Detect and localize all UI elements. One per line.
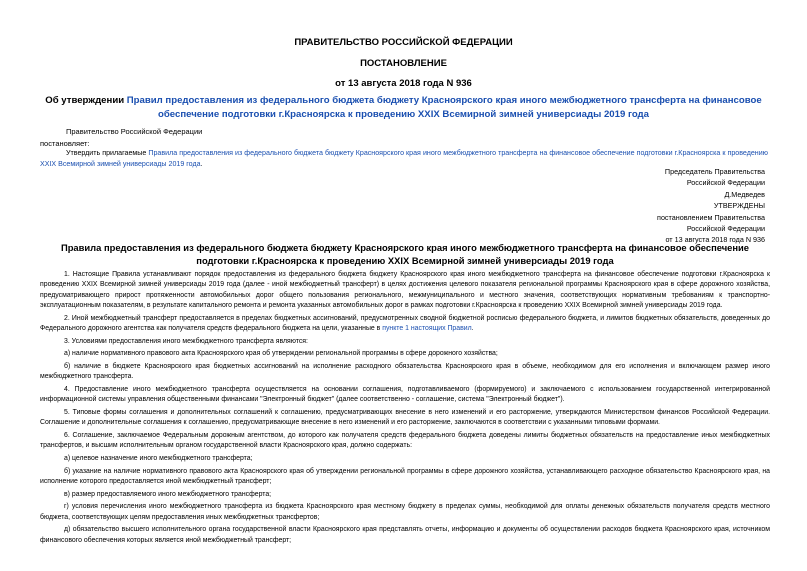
signature-line: Д.Медведев	[724, 189, 765, 199]
signature-line: от 13 августа 2018 года N 936	[665, 235, 765, 245]
paragraph-3: 3. Условиями предоставления иного межбюджетного трансферта являются:	[64, 337, 308, 345]
paragraph-6c: в) размер предоставляемого иного межбюджетного трансферта;	[64, 490, 272, 498]
paragraph-1: 1. Настоящие Правила устанавливают порядок предоставления из федерального бюджета бюджету Красноярского края иного межбюджетного трансферта на финансовое обеспечение подготовки г.Красноярска к проведению XXIX Всемирной зимней универсиады 2019 года (далее - иной межбюджетный трансферт) в целях достижения целевого показателя региональной программы Красноярского края в сфере дорожного хозяйства, предусматривающего прирост протяженности автомобильных дорог общего пользования регионального, межмуниципального и местного значения, соответствующих нормативным требованиям к транспортно-эксплуатационным показателям, в результате капитального ремонта и ремонта указанных автомобильных дорог в рамках подготовки г.Красноярска к проведению XXIX Всемирной зимней универсиады 2019 года.	[40, 271, 770, 310]
signature-line: Российской Федерации	[686, 178, 765, 188]
government-heading: ПРАВИТЕЛЬСТВО РОССИЙСКОЙ ФЕДЕРАЦИИ	[294, 37, 513, 48]
document-type: ПОСТАНОВЛЕНИЕ	[360, 58, 447, 69]
paragraph-6d: г) условия перечисления иного межбюджетного трансферта из бюджета Красноярского края местному бюджету в пределах суммы, необходимой для оплаты денежных обязательств получателя средств местного бюджета, соответствующих целям предоставления иных межбюджетных трансфертов;	[40, 503, 770, 521]
title-link[interactable]: Правил предоставления из федерального бюджета бюджету Красноярского края иного межбюджетного трансферта на финансовое обеспечение подготовки г.Красноярска к проведению XXIX Всемирной зимней универсиады 2019 года	[126, 95, 762, 120]
document-date-number: от 13 августа 2018 года N 936	[335, 78, 472, 89]
rules-title: Правила предоставления из федерального бюджета бюджету Красноярского края иного межбюджетного трансферта на финансовое обеспечение подготовки г.Красноярска к проведению XXIX Всемирной зимней универсиады 2019 года	[60, 242, 750, 266]
paragraph-2-text: 2. Иной межбюджетный трансферт предоставляется в пределах бюджетных ассигнований, предусмотренных сводной бюджетной росписью федерального бюджета, и лимитов бюджетных обязательств, доведенных до Федерального дорожного агентства как получателя средств федерального бюджета на цели, указанные в	[40, 314, 770, 333]
approve-suffix: .	[200, 160, 203, 168]
paragraph-5: 5. Типовые формы соглашения и дополнительных соглашений к соглашению, предусматривающих внесение в него изменений и его расторжение, утверждаются Министерством финансов Российской Федерации. Соглашение и дополнительные соглашения к соглашению, предусматривающие внесение в него изменений и его расторжение, заключаются в соответствии с указанными типовыми формами.	[40, 409, 770, 427]
paragraph-6a: а) целевое назначение иного межбюджетного трансферта;	[64, 455, 253, 462]
signature-line: Председатель Правительства	[664, 167, 765, 176]
paragraph-1-reference-link[interactable]: пункте 1 настоящих Правил	[382, 325, 472, 333]
preamble-line-2: постановляет:	[40, 139, 90, 148]
paragraph-6e: д) обязательство высшего исполнительного органа государственной власти Красноярского края представлять отчеты, информацию и документы об осуществлении расходов бюджета Красноярского края, источником финансового обеспечения которых является иной межбюджетный трансферт;	[40, 526, 770, 544]
signature-line: постановлением Правительства	[657, 212, 765, 222]
paragraph-3b: б) наличие в бюджете Красноярского края бюджетных ассигнований на исполнение расходного обязательства Красноярского края в объеме, необходимом для его исполнения и включающем размер иного межбюджетного трансферта.	[40, 363, 770, 381]
signature-line: УТВЕРЖДЕНЫ	[713, 201, 765, 211]
paragraph-3a: а) наличие нормативного правового акта Красноярского края об утверждении региональной программы в сфере дорожного хозяйства;	[64, 350, 498, 358]
preamble-line-1: Правительство Российской Федерации	[66, 127, 203, 136]
paragraph-6: 6. Соглашение, заключаемое Федеральным дорожным агентством, до которого как получателя средств федерального бюджета доведены лимиты бюджетных обязательств на предоставление иных межбюджетных трансфертов, и высшим исполнительным органом государственной власти Красноярского края, должно содержать:	[40, 432, 770, 450]
document-title	[40, 94, 767, 122]
paragraph-6b: б) указание на наличие нормативного правового акта Красноярского края об утверждении региональной программы в сфере дорожного хозяйства, устанавливающего расходное обязательство Красноярского края, на исполнение которого предоставляется иной межбюджетный трансферт;	[40, 467, 770, 485]
paragraph-4: 4. Предоставление иного межбюджетного трансферта осуществляется на основании соглашения, подготавливаемого (формируемого) и заключаемого с использованием государственной интегрированной информационной системы управления общественными финансами "Электронный бюджет" (далее соответственно - соглашение, система "Электронный бюджет").	[40, 386, 770, 404]
paragraph-2	[40, 314, 770, 335]
signature-block	[525, 166, 765, 246]
paragraph-2-end: .	[471, 325, 474, 333]
signature-line: Российской Федерации	[686, 224, 765, 234]
title-prefix: Об утверждении	[45, 95, 127, 106]
approve-link[interactable]: Правила предоставления из федерального бюджета бюджету Красноярского края иного межбюджетного трансферта на финансовое обеспечение подготовки г.Красноярска к проведению XXIX Всемирной зимней универсиады 2019 года	[40, 149, 768, 168]
approve-prefix: Утвердить прилагаемые	[66, 149, 149, 157]
rules-body	[40, 270, 770, 548]
